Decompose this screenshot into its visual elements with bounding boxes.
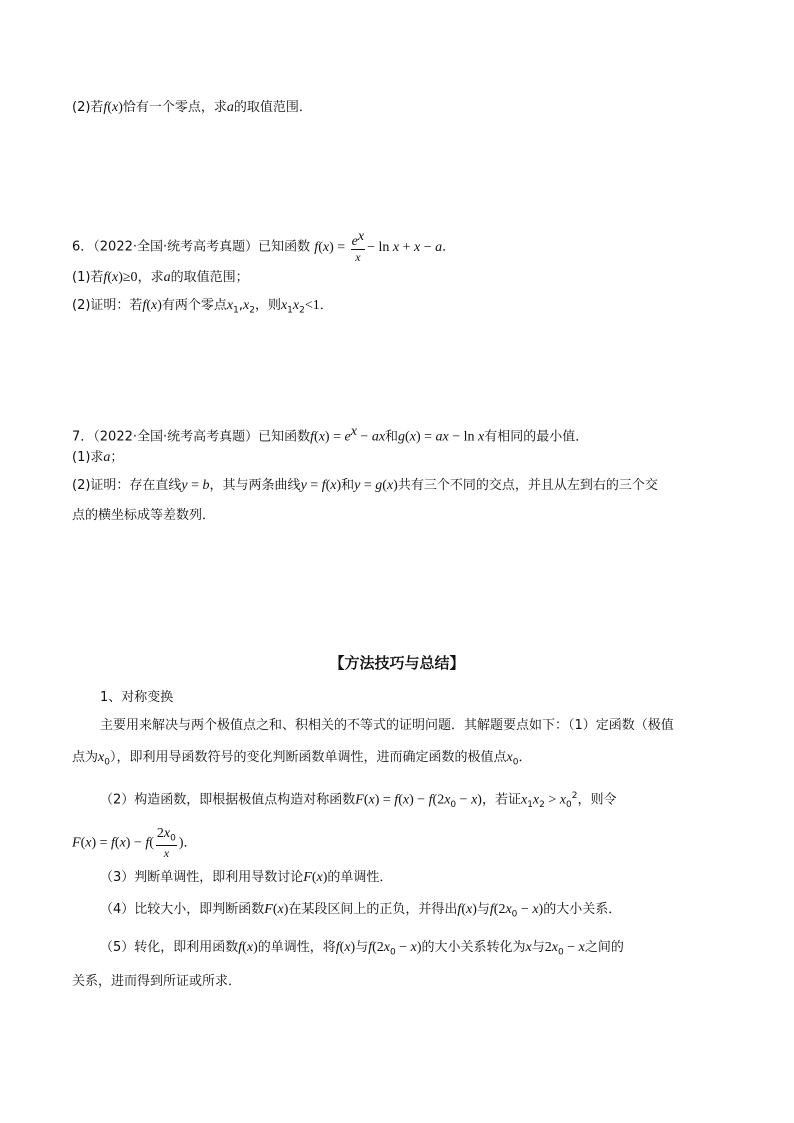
q6-source: （2022·全国·统考高考真题） xyxy=(93,239,259,255)
q6-formula: f(x) = $\frac{e^x}{x}$ − ln x + x − a xyxy=(314,229,443,264)
summary-item1: 1、对称变换 xyxy=(100,690,174,705)
q6-stem-prefix: 已知函数 xyxy=(258,239,311,255)
summary-step2-line2: F(x) = f(x) − f( $\frac{2x_0}{x}$ )． xyxy=(72,826,197,861)
summary-step5-line2: 关系，进而得到所证或所求． xyxy=(72,974,242,989)
summary-step5-line1: （5）转化，即利用函数f(x)的单调性，将f(x)与$f(2x_0 - x)$的大小关系转化为x与$2x_0 - x$之间的 xyxy=(100,940,624,958)
summary-step3: （3）判断单调性，即利用导数讨论F(x)的单调性． xyxy=(100,870,393,885)
q7-part1: (1)求a； xyxy=(72,450,124,465)
q6-stem: 6．（2022·全国·统考高考真题）已知函数 f(x) = $\frac{e^x}{x}$ − ln x + x − a． xyxy=(72,229,456,264)
summary-step4: （4）比较大小，即判断函数F(x)在某段区间上的正负，并得出f(x)与$f(2x_0 - x)$的大小关系． xyxy=(100,902,622,920)
q7-part2-line2: 点的横坐标成等差数列． xyxy=(72,508,216,523)
q6-part2: (2)证明：若f(x)有两个零点$x_1,x_2$，则$x_1x_2<1$． xyxy=(72,298,333,316)
summary-para-line1: 主要用来解决与两个极值点之和、积相关的不等式的证明问题．其解题要点如下：（1）定函数（极值 xyxy=(100,718,674,733)
summary-title: 【方法技巧与总结】 xyxy=(329,654,465,672)
summary-step2-line1: （2）构造函数，即根据极值点构造对称函数$F(x) = f(x) - f(2x_0 - x)$，若证$x_1x_2 > x_0^2$，则令 xyxy=(100,791,617,810)
q6-number: 6． xyxy=(72,239,94,255)
summary-para-line2: 点为$x_0$），即利用导函数符号的变化判断函数单调性，进而确定函数的极值点$x_0$． xyxy=(72,750,532,768)
q6-part1: (1)若f(x)≥0，求a的取值范围； xyxy=(72,270,249,285)
q5-part2: (2)若f(x)恰有一个零点，求a的取值范围． xyxy=(72,100,312,115)
q7-stem: 7．（2022·全国·统考高考真题）已知函数$f(x) = e^x$ − ax和g(x) = ax − ln x有相同的最小值． xyxy=(72,424,589,445)
q7-part2-line1: (2)证明：存在直线y = b，其与两条曲线y = f(x)和y = g(x)共有三个不同的交点，并且从左到右的三个交 xyxy=(72,478,658,493)
